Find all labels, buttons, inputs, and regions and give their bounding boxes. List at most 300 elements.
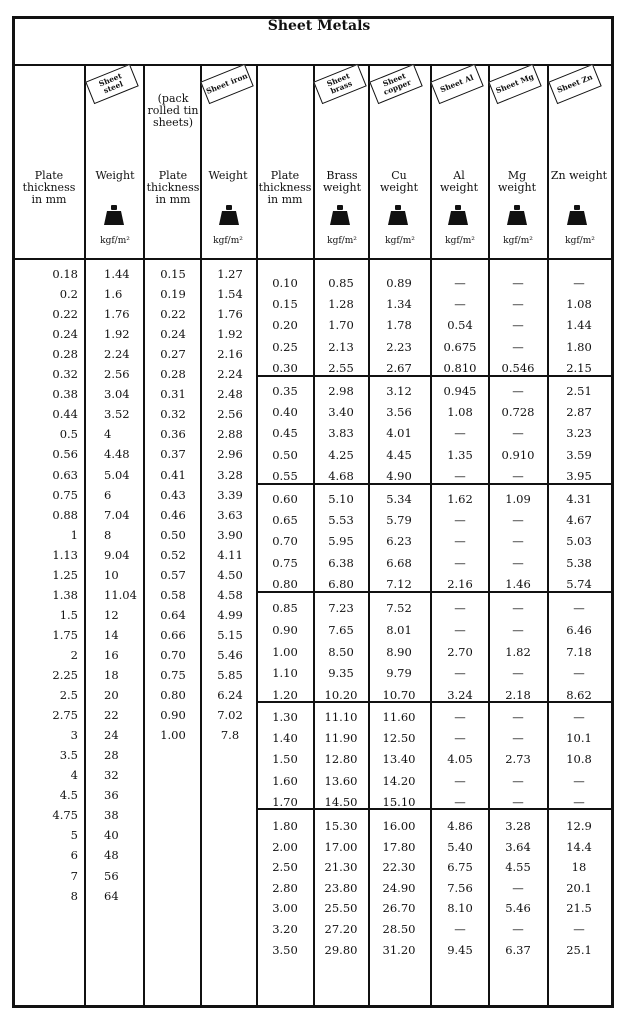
mg-header: Mg weight (498, 169, 536, 194)
brass-weight-cell: 5.10 (328, 492, 354, 506)
brass-weight-cell: 7.23 (328, 601, 354, 615)
mg-weight-cell: — (512, 339, 524, 354)
brass-weight-cell: 8.50 (328, 644, 354, 659)
zn-weight-cell: 1.44 (566, 318, 592, 333)
nf-thickness-cell: 1.60 (272, 773, 298, 788)
brass-weight-cell: 2.98 (328, 384, 354, 398)
mg-weight-cell: 1.82 (505, 644, 531, 659)
zn-weight-cell: 14.4 (566, 839, 592, 854)
steel-thickness-cell: 0.18 (52, 267, 78, 281)
steel-thickness-cell: 0.38 (52, 387, 78, 402)
steel-thickness-cell: 2.5 (59, 688, 78, 703)
al-weight-cell: 0.810 (443, 360, 477, 375)
steel-weight-cell: 4 (104, 427, 112, 442)
steel-weight-cell: 38 (104, 808, 119, 823)
weight-icon (329, 204, 351, 226)
cu-weight-cell: 11.60 (382, 710, 416, 724)
zn-weight-cell: — (573, 922, 585, 936)
steel-weight-cell: 32 (104, 768, 119, 783)
al-weight-cell: 8.10 (447, 901, 473, 916)
brass-weight-cell: 13.60 (324, 773, 358, 788)
iron-weight-cell: 3.63 (217, 507, 243, 522)
nf-thickness-cell: 2.80 (272, 880, 298, 895)
steel-weight-cell: 8 (104, 527, 112, 542)
nf-thickness-cell: 1.70 (272, 794, 298, 809)
al-weight-cell: — (454, 794, 466, 809)
brass-weight-cell: 27.20 (324, 922, 358, 936)
cu-weight-cell: 17.80 (382, 839, 416, 854)
mg-weight-cell: 3.28 (505, 819, 531, 833)
zn-weight-cell: — (573, 666, 585, 681)
cu-weight-cell: 22.30 (382, 860, 416, 875)
weight-icon (447, 204, 469, 226)
steel-weight-cell: 7.04 (104, 507, 130, 522)
zn-weight-cell: 25.1 (566, 942, 592, 957)
mg-weight-cell: — (512, 773, 524, 788)
iron-thickness-cell: 0.90 (160, 708, 186, 723)
mg-weight-cell: 0.728 (501, 405, 535, 420)
steel-thickness-cell: 3.5 (59, 748, 78, 763)
zn-weight-cell: 2.87 (566, 405, 592, 420)
iron-thickness-cell: 0.27 (160, 347, 186, 362)
iron-thickness-cell: 0.46 (160, 507, 186, 522)
steel-weight-cell: 24 (104, 728, 119, 743)
cu-weight-cell: 2.23 (386, 339, 412, 354)
mg-weight-cell: 6.37 (505, 942, 531, 957)
cu-weight-cell: 7.12 (386, 576, 412, 591)
steel-thickness-cell: 2 (70, 647, 78, 662)
zn-weight-cell: 18 (571, 860, 587, 875)
steel-thickness-cell: 0.56 (52, 447, 78, 462)
steel-weight-cell: 10 (104, 567, 119, 582)
al-weight-cell: 1.35 (447, 447, 473, 462)
brass-weight-cell: 14.50 (324, 794, 358, 809)
cu-weight-cell: 31.20 (382, 942, 416, 957)
zn-weight-cell: 2.51 (566, 384, 592, 398)
al-weight-cell: 3.24 (447, 688, 473, 703)
iron-thickness-cell: 0.37 (160, 447, 186, 462)
steel-thickness-cell: 5 (70, 828, 78, 843)
iron-thickness-cell: 0.75 (160, 668, 186, 682)
steel-thickness-cell: 0.5 (59, 427, 78, 442)
iron-weight-cell: 7.8 (220, 728, 240, 743)
cu-weight-cell: 5.34 (386, 492, 412, 506)
unit-label: kgf/m² (327, 236, 357, 246)
nf-thickness-cell: 1.80 (272, 819, 298, 833)
cu-weight-cell: 9.79 (386, 666, 412, 681)
sheet-tag: Sheet copper (369, 64, 422, 104)
steel-weight-cell: 5.04 (104, 467, 130, 482)
steel-weight-cell: 3.04 (104, 387, 130, 402)
iron-weight-cell: 5.46 (217, 647, 243, 662)
al-weight-cell: — (454, 513, 466, 528)
iron-thickness-cell: 0.64 (160, 607, 186, 622)
sheet-tag: Sheet Al (430, 64, 483, 104)
zn-weight-cell: — (573, 710, 585, 724)
zn-weight-cell: — (573, 276, 585, 290)
nf-thickness-cell: 1.30 (272, 710, 298, 724)
mg-weight-cell: 0.546 (501, 360, 535, 375)
iron-weight-cell: 4.11 (217, 547, 243, 562)
steel-weight-cell: 18 (104, 668, 119, 682)
steel-weight-cell: 22 (104, 708, 119, 723)
steel-weight-cell: 56 (104, 868, 119, 883)
zn-weight-cell: 5.74 (566, 576, 592, 591)
unit-label: kgf/m² (565, 236, 595, 246)
brass-weight-cell: 1.28 (328, 297, 354, 312)
column-divider (200, 66, 202, 1006)
mg-weight-cell: — (512, 468, 524, 483)
steel-weight-cell: 3.52 (104, 407, 130, 422)
al-header: Al weight (440, 169, 478, 194)
steel-thickness-cell: 2.75 (52, 708, 78, 723)
unit-label: kgf/m² (385, 236, 415, 246)
brass-weight-cell: 11.90 (324, 731, 358, 746)
nf-thickness-cell: 0.85 (272, 601, 298, 615)
steel-weight-cell: 64 (104, 888, 119, 903)
iron-weight-cell: 4.99 (217, 607, 243, 622)
sheet-tag: Sheet iron (200, 64, 253, 104)
mg-weight-cell: — (512, 710, 524, 724)
column-divider (143, 66, 145, 1006)
nf-thickness-cell: 3.20 (272, 922, 298, 936)
iron-thickness-cell: 0.80 (160, 688, 186, 703)
mg-weight-cell: 0.910 (501, 447, 535, 462)
column-divider (84, 66, 86, 1006)
weight-icon (218, 204, 240, 226)
brass-weight-cell: 9.35 (328, 666, 354, 681)
al-weight-cell: 2.16 (447, 576, 473, 591)
cu-weight-cell: 13.40 (382, 752, 416, 767)
iron-weight-cell: 2.96 (217, 447, 243, 462)
steel-thickness-cell: 4 (70, 768, 78, 783)
iron-thickness-cell: 1.00 (160, 728, 186, 743)
steel-thickness-cell: 1.13 (52, 547, 78, 562)
weight-header: Weight (208, 169, 248, 182)
brass-weight-cell: 4.25 (328, 447, 354, 462)
steel-weight-cell: 2.56 (104, 367, 130, 382)
mg-weight-cell: — (512, 534, 524, 549)
unit-label: kgf/m² (100, 236, 130, 246)
steel-thickness-cell: 0.22 (52, 307, 78, 322)
brass-weight-cell: 12.80 (324, 752, 358, 767)
cu-weight-cell: 3.56 (386, 405, 412, 420)
iron-weight-cell: 2.56 (217, 407, 243, 422)
cu-weight-cell: 10.70 (382, 688, 416, 703)
plate-thickness-header: Plate thickness in mm (22, 169, 76, 206)
cu-weight-cell: 8.01 (386, 622, 412, 637)
brass-weight-cell: 17.00 (324, 839, 358, 854)
zn-weight-cell: 10.8 (566, 752, 592, 767)
nf-thickness-cell: 0.15 (272, 297, 298, 312)
al-weight-cell: 7.56 (447, 880, 473, 895)
nf-thickness-cell: 0.25 (272, 339, 298, 354)
zn-weight-cell: — (573, 773, 585, 788)
mg-weight-cell: 2.73 (505, 752, 531, 767)
mg-weight-cell: — (512, 666, 524, 681)
cu-weight-cell: 8.90 (386, 644, 412, 659)
iron-weight-cell: 1.76 (217, 307, 243, 322)
steel-thickness-cell: 8 (70, 888, 78, 903)
steel-thickness-cell: 0.88 (52, 507, 78, 522)
sheet-tag: Sheet steel (85, 64, 138, 104)
brass-weight-cell: 5.53 (328, 513, 354, 528)
steel-thickness-cell: 0.63 (52, 467, 78, 482)
al-weight-cell: — (454, 426, 466, 441)
nf-thickness-cell: 1.40 (272, 731, 298, 746)
nf-thickness-cell: 0.45 (272, 426, 298, 441)
mg-weight-cell: — (512, 297, 524, 312)
plate-thickness-header: Plate thickness in mm (258, 169, 312, 206)
iron-thickness-cell: 0.32 (160, 407, 186, 422)
al-weight-cell: 0.54 (447, 318, 473, 333)
cu-weight-cell: 6.23 (386, 534, 412, 549)
iron-thickness-cell: 0.50 (160, 527, 186, 542)
iron-weight-cell: 1.54 (217, 287, 243, 302)
al-weight-cell: — (454, 731, 466, 746)
brass-weight-cell: 2.13 (328, 339, 354, 354)
al-weight-cell: — (454, 297, 466, 312)
cu-weight-cell: 4.90 (386, 468, 412, 483)
brass-weight-cell: 29.80 (324, 942, 358, 957)
weight-header: Weight (95, 169, 135, 182)
zn-weight-cell: 3.59 (566, 447, 592, 462)
iron-weight-cell: 3.28 (217, 467, 243, 482)
steel-weight-cell: 1.76 (104, 307, 130, 322)
al-weight-cell: — (454, 601, 466, 615)
al-weight-cell: — (454, 622, 466, 637)
steel-weight-cell: 2.24 (104, 347, 130, 362)
zn-weight-cell: 4.67 (566, 513, 592, 528)
zn-weight-cell: 2.15 (566, 360, 592, 375)
al-weight-cell: 4.86 (447, 819, 473, 833)
mg-weight-cell: — (512, 922, 524, 936)
steel-thickness-cell: 0.24 (52, 327, 78, 342)
zn-weight-cell: — (573, 794, 585, 809)
steel-thickness-cell: 0.2 (59, 287, 78, 302)
steel-thickness-cell: 0.32 (52, 367, 78, 382)
nf-thickness-cell: 0.35 (272, 384, 298, 398)
steel-thickness-cell: 2.25 (52, 668, 78, 682)
cu-weight-cell: 26.70 (382, 901, 416, 916)
al-weight-cell: — (454, 710, 466, 724)
nf-thickness-cell: 1.20 (272, 688, 298, 703)
brass-weight-cell: 3.83 (328, 426, 354, 441)
iron-thickness-cell: 0.57 (160, 567, 186, 582)
cu-weight-cell: 5.79 (386, 513, 412, 528)
nf-thickness-cell: 1.50 (272, 752, 298, 767)
steel-weight-cell: 1.6 (104, 287, 123, 302)
al-weight-cell: 5.40 (447, 839, 473, 854)
al-weight-cell: 0.945 (443, 384, 477, 398)
cu-weight-cell: 24.90 (382, 880, 416, 895)
iron-weight-cell: 7.02 (217, 708, 243, 723)
iron-weight-cell: 4.50 (217, 567, 243, 582)
steel-weight-cell: 6 (104, 487, 112, 502)
brass-weight-cell: 0.85 (328, 276, 354, 290)
iron-weight-cell: 3.39 (217, 487, 243, 502)
iron-thickness-cell: 0.52 (160, 547, 186, 562)
mg-weight-cell: — (512, 426, 524, 441)
zn-weight-cell: 1.80 (566, 339, 592, 354)
steel-thickness-cell: 0.75 (52, 487, 78, 502)
zn-weight-cell: 4.31 (566, 492, 592, 506)
nf-thickness-cell: 0.90 (272, 622, 298, 637)
steel-weight-cell: 11.04 (104, 587, 137, 602)
nf-thickness-cell: 0.75 (272, 555, 298, 570)
brass-weight-cell: 4.68 (328, 468, 354, 483)
iron-thickness-cell: 0.36 (160, 427, 186, 442)
iron-thickness-cell: 0.58 (160, 587, 186, 602)
steel-weight-cell: 20 (104, 688, 119, 703)
iron-thickness-cell: 0.43 (160, 487, 186, 502)
cu-weight-cell: 15.10 (382, 794, 416, 809)
iron-thickness-cell: 0.66 (160, 627, 186, 642)
steel-weight-cell: 1.44 (104, 267, 130, 281)
zn-weight-cell: 3.23 (566, 426, 592, 441)
nf-thickness-cell: 0.80 (272, 576, 298, 591)
steel-weight-cell: 9.04 (104, 547, 130, 562)
sheet-tag: Sheet Mg (488, 64, 541, 104)
steel-thickness-cell: 7 (70, 868, 78, 883)
nf-thickness-cell: 1.00 (272, 644, 298, 659)
mg-weight-cell: — (512, 622, 524, 637)
cu-weight-cell: 1.78 (386, 318, 412, 333)
steel-thickness-cell: 6 (70, 848, 78, 863)
mg-weight-cell: — (512, 555, 524, 570)
al-weight-cell: — (454, 922, 466, 936)
nf-thickness-cell: 0.10 (272, 276, 298, 290)
steel-weight-cell: 28 (104, 748, 119, 763)
iron-weight-cell: 2.48 (217, 387, 243, 402)
nf-thickness-cell: 3.00 (272, 901, 298, 916)
brass-weight-cell: 6.38 (328, 555, 354, 570)
steel-thickness-cell: 1.75 (52, 627, 78, 642)
zn-weight-cell: 5.03 (566, 534, 592, 549)
unit-label: kgf/m² (213, 236, 243, 246)
weight-icon (566, 204, 588, 226)
brass-weight-cell: 23.80 (324, 880, 358, 895)
mg-weight-cell: 1.09 (505, 492, 531, 506)
iron-thickness-cell: 0.70 (160, 647, 186, 662)
al-weight-cell: 1.62 (447, 492, 473, 506)
steel-weight-cell: 36 (104, 788, 119, 803)
al-weight-cell: 1.08 (447, 405, 473, 420)
iron-weight-cell: 3.90 (217, 527, 243, 542)
pack-note: (pack rolled tin sheets) (147, 92, 199, 129)
zn-weight-cell: 21.5 (566, 901, 592, 916)
brass-weight-cell: 6.80 (328, 576, 354, 591)
nf-thickness-cell: 0.50 (272, 447, 298, 462)
steel-thickness-cell: 4.75 (52, 808, 78, 823)
brass-weight-cell: 10.20 (324, 688, 358, 703)
nf-thickness-cell: 1.10 (272, 666, 298, 681)
nf-thickness-cell: 0.30 (272, 360, 298, 375)
nf-thickness-cell: 0.55 (272, 468, 298, 483)
mg-weight-cell: — (512, 601, 524, 615)
zn-weight-cell: 5.38 (566, 555, 592, 570)
mg-weight-cell: — (512, 880, 524, 895)
al-weight-cell: 0.675 (443, 339, 477, 354)
cu-weight-cell: 28.50 (382, 922, 416, 936)
unit-label: kgf/m² (503, 236, 533, 246)
mg-weight-cell: — (512, 513, 524, 528)
cu-weight-cell: 16.00 (382, 819, 416, 833)
mg-weight-cell: 2.18 (505, 688, 531, 703)
brass-weight-cell: 21.30 (324, 860, 358, 875)
iron-thickness-cell: 0.28 (160, 367, 186, 382)
steel-thickness-cell: 0.44 (52, 407, 78, 422)
iron-thickness-cell: 0.31 (160, 387, 186, 402)
mg-weight-cell: — (512, 276, 524, 290)
nf-thickness-cell: 2.00 (272, 839, 298, 854)
al-weight-cell: — (454, 773, 466, 788)
cu-weight-cell: 4.45 (386, 447, 412, 462)
nf-thickness-cell: 2.50 (272, 860, 298, 875)
al-weight-cell: — (454, 468, 466, 483)
brass-weight-cell: 7.65 (328, 622, 354, 637)
steel-thickness-cell: 1.38 (52, 587, 78, 602)
zn-weight-cell: 3.95 (566, 468, 592, 483)
al-weight-cell: — (454, 666, 466, 681)
steel-thickness-cell: 1.5 (59, 607, 78, 622)
mg-weight-cell: 5.46 (505, 901, 531, 916)
al-weight-cell: 9.45 (447, 942, 473, 957)
brass-weight-cell: 15.30 (324, 819, 358, 833)
mg-weight-cell: 1.46 (505, 576, 531, 591)
al-weight-cell: — (454, 555, 466, 570)
al-weight-cell: 6.75 (447, 860, 473, 875)
zn-weight-cell: 1.08 (566, 297, 592, 312)
cu-weight-cell: 1.34 (386, 297, 412, 312)
cu-header: Cu weight (380, 169, 418, 194)
cu-weight-cell: 0.89 (386, 276, 412, 290)
iron-weight-cell: 5.15 (217, 627, 243, 642)
brass-weight-cell: 3.40 (328, 405, 354, 420)
iron-weight-cell: 2.24 (217, 367, 243, 382)
nf-thickness-cell: 0.70 (272, 534, 298, 549)
brass-weight-cell: 5.95 (328, 534, 354, 549)
weight-icon (506, 204, 528, 226)
weight-icon (387, 204, 409, 226)
steel-weight-cell: 1.92 (104, 327, 130, 342)
brass-header: Brass weight (323, 169, 361, 194)
nf-thickness-cell: 3.50 (272, 942, 298, 957)
brass-weight-cell: 11.10 (324, 710, 358, 724)
iron-thickness-cell: 0.15 (160, 267, 186, 281)
steel-weight-cell: 12 (104, 607, 119, 622)
steel-thickness-cell: 0.28 (52, 347, 78, 362)
mg-weight-cell: — (512, 318, 524, 333)
brass-weight-cell: 2.55 (328, 360, 354, 375)
mg-weight-cell: 4.55 (505, 860, 531, 875)
cu-weight-cell: 2.67 (386, 360, 412, 375)
nf-thickness-cell: 0.20 (272, 318, 298, 333)
steel-weight-cell: 4.48 (104, 447, 130, 462)
sheet-tag: Sheet brass (313, 64, 366, 104)
steel-thickness-cell: 1.25 (52, 567, 78, 582)
brass-weight-cell: 25.50 (324, 901, 358, 916)
nf-thickness-cell: 0.40 (272, 405, 298, 420)
cu-weight-cell: 3.12 (386, 384, 412, 398)
cu-weight-cell: 12.50 (382, 731, 416, 746)
mg-weight-cell: 3.64 (505, 839, 531, 854)
cu-weight-cell: 14.20 (382, 773, 416, 788)
steel-weight-cell: 48 (104, 848, 119, 863)
al-weight-cell: 4.05 (447, 752, 473, 767)
zn-weight-cell: 20.1 (566, 880, 592, 895)
cu-weight-cell: 4.01 (386, 426, 412, 441)
